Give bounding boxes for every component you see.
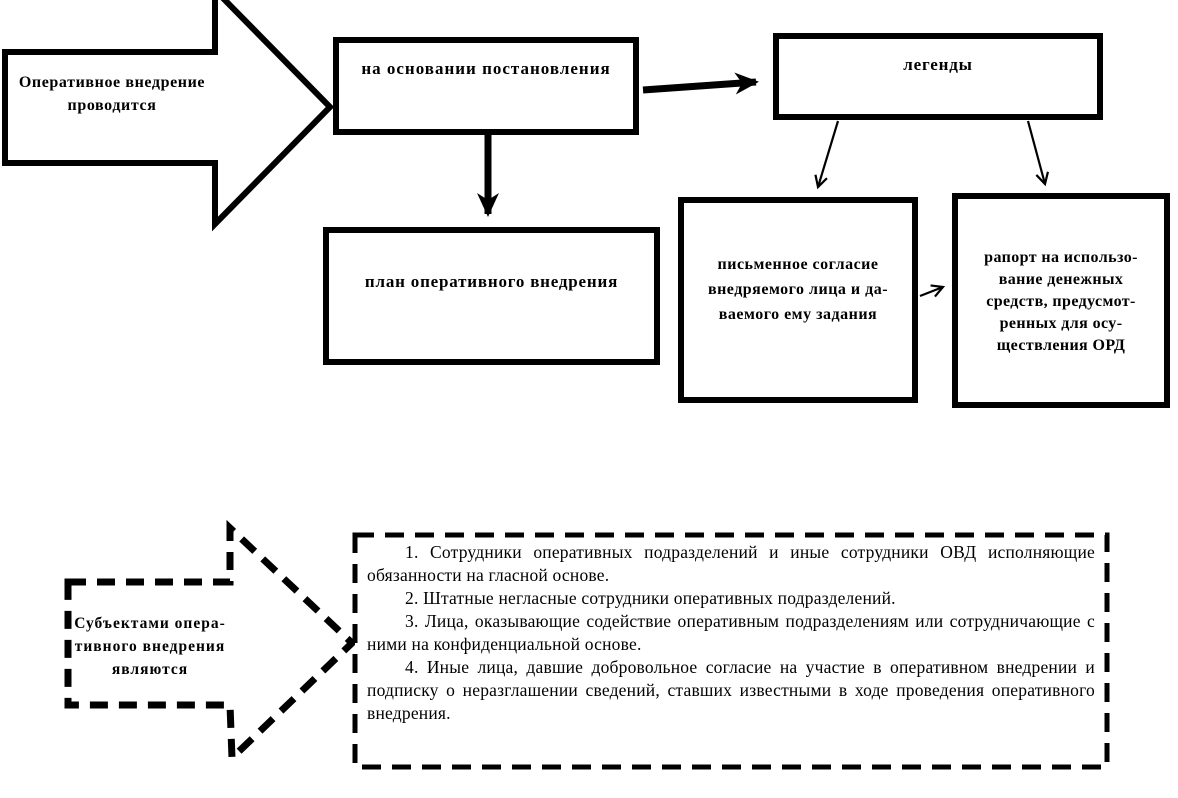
label-line: ществления ОРД — [996, 337, 1126, 354]
legend-box-label: легенды — [903, 55, 973, 74]
label-line: Субъектами опера- — [74, 615, 226, 632]
subjects-list-item: 2. Штатные негласные сотрудники оперативных подразделений. — [405, 588, 896, 608]
subjects-list-item: 1. Сотрудники оперативных подразделений и иные сотрудники ОВД исполняющие обязанности на гласной основе. — [367, 542, 1095, 585]
label-line: проводится — [67, 97, 157, 114]
subjects-list — [352, 532, 1110, 770]
label-line: письменное согласие — [717, 256, 879, 273]
subjects-arrow-label — [70, 612, 230, 681]
label-line: ваемого ему задания — [718, 306, 878, 323]
subjects-list-item: 3. Лица, оказывающие содействие оперативным подразделениям или сотрудничающие с ними на конфиденциальной основе. — [367, 611, 1095, 654]
basis-box — [336, 40, 636, 132]
label-line: ренных для осу- — [999, 315, 1123, 332]
plan-box-label: план оперативного внедрения — [364, 272, 619, 291]
label-line: средств, предусмот- — [986, 293, 1136, 310]
label-line: вание денежных — [998, 271, 1124, 288]
label-line: Оперативное внедрение — [18, 74, 206, 91]
arrow-legend-to-report — [1028, 121, 1045, 184]
label-line: внедряемого лица и да- — [707, 281, 889, 298]
label-line: являются — [111, 661, 189, 678]
arrow-basis-to-legend — [643, 82, 756, 90]
arrow-consent-to-report — [920, 287, 943, 296]
consent-box-label — [678, 252, 918, 327]
label-line: тивного внедрения — [74, 638, 226, 655]
report-box-label — [952, 247, 1170, 357]
subjects-list-item: 4. Иные лица, давшие добровольное согласие на участие в оперативном внедрении и подписку о неразглашении сведений, ставших известными в ходе проведения оперативного внедрения. — [367, 657, 1095, 723]
label-line: рапорт на использо- — [984, 249, 1138, 266]
plan-box — [326, 230, 657, 362]
arrow-legend-to-consent — [818, 121, 838, 187]
basis-box-label: на основании постановления — [361, 59, 611, 78]
source-arrow-label — [8, 71, 216, 117]
